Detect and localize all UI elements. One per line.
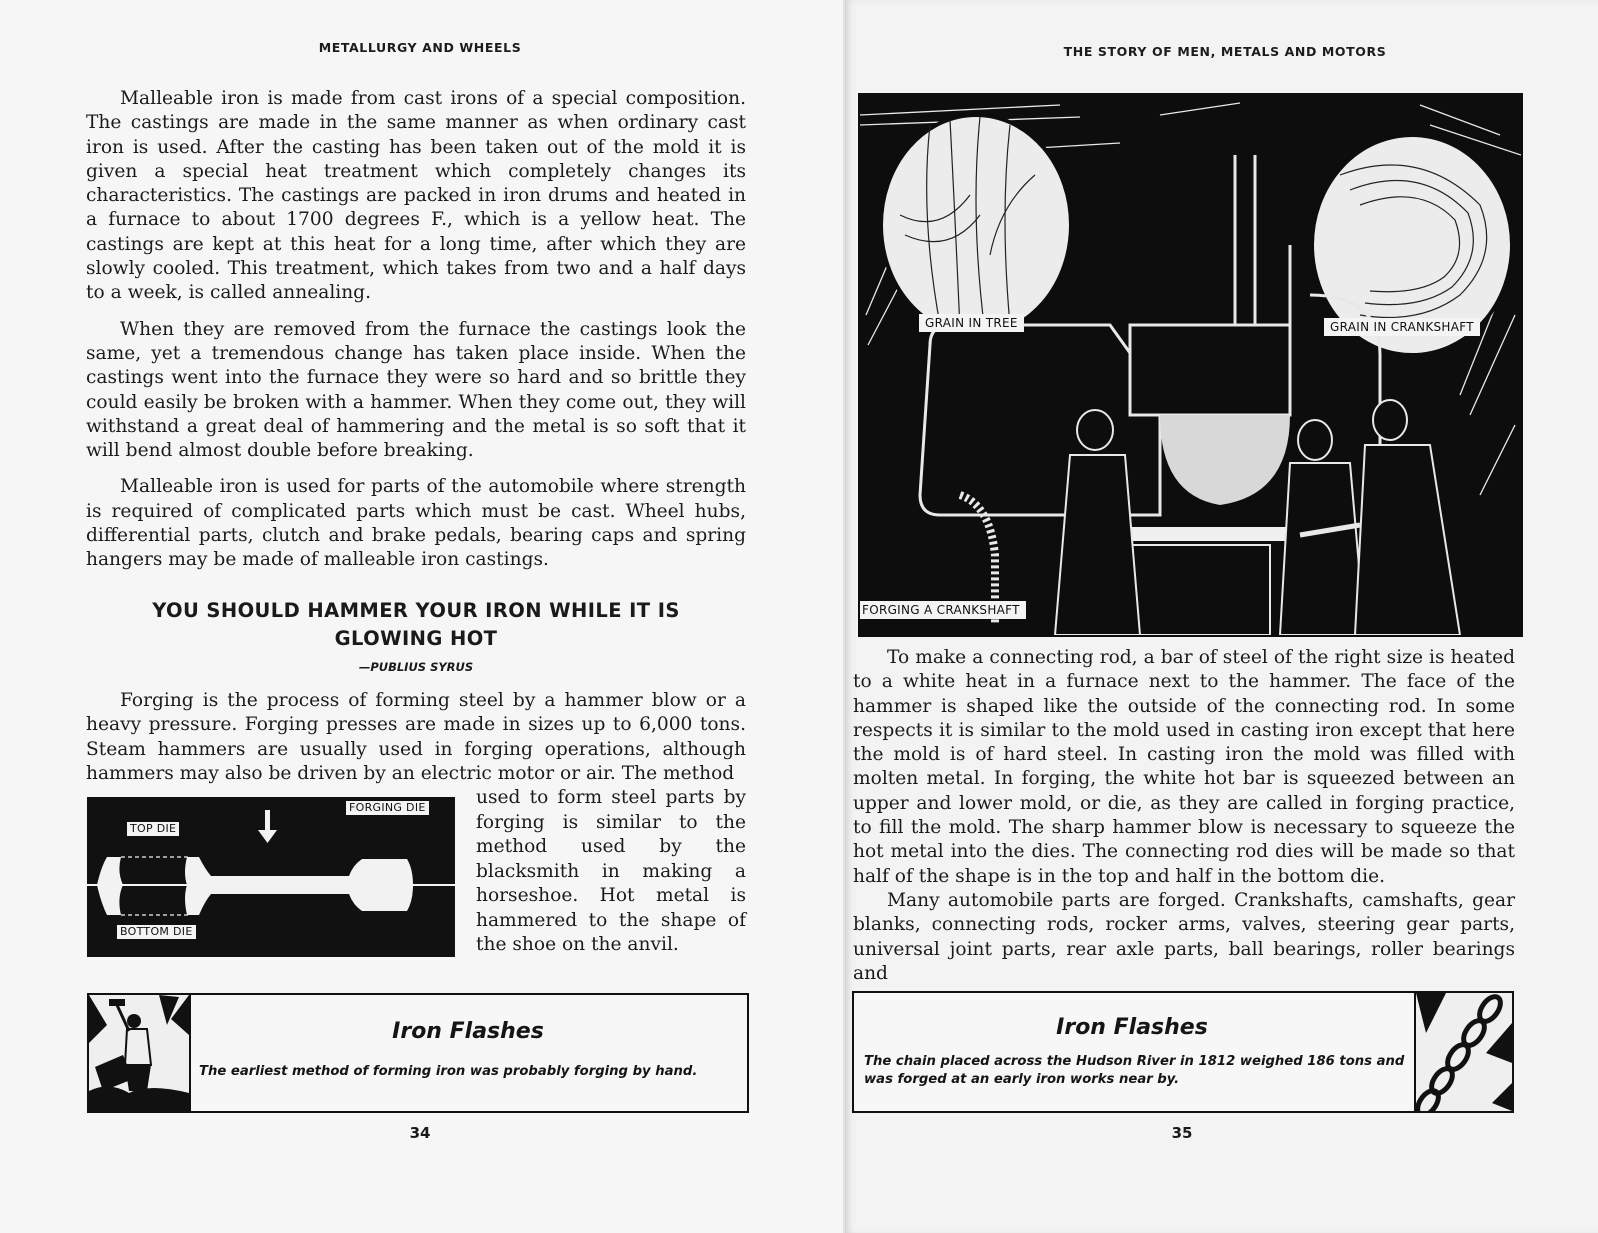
- label-top-die: TOP DIE: [127, 822, 179, 836]
- running-head-right: THE STORY OF MEN, METALS AND MOTORS: [1063, 44, 1387, 59]
- iron-flashes-box-right: [852, 991, 1514, 1113]
- body-text-forging: [86, 689, 746, 786]
- quote-attribution: —PUBLIUS SYRUS: [358, 660, 474, 674]
- page-number-right: 35: [1171, 1124, 1193, 1142]
- chain-icon: [1414, 993, 1512, 1111]
- paragraph-malleable-uses: Malleable iron is used for parts of the automobile where strength is required of complicated parts which must be cast. Wheel hubs, differential parts, clutch and brake pedals, bearing caps and spring hangers may be made of malleable iron castings.: [86, 476, 746, 571]
- iron-flashes-title-left: Iron Flashes: [392, 1019, 544, 1044]
- wrap-text-blacksmith: used to form steel parts by forging is similar to the method used by the blacksmith in making a horseshoe. Hot metal is hammered to the shape of the shoe on the anvil.: [476, 787, 746, 955]
- iron-flashes-title-right: Iron Flashes: [1056, 1015, 1208, 1040]
- running-head-left: METALLURGY AND WHEELS: [318, 40, 522, 55]
- forging-crankshaft-illustration: [858, 93, 1523, 637]
- label-bottom-die: BOTTOM DIE: [117, 925, 196, 939]
- iron-flashes-text-left: The earliest method of forming iron was probably forging by hand.: [199, 1064, 698, 1079]
- caption-forging-a-crankshaft: FORGING A CRANKSHAFT: [860, 601, 1026, 619]
- body-text-right: [853, 646, 1515, 986]
- paragraph-removed-from-furnace: When they are removed from the furnace the castings look the same, yet a tremendous change has taken place inside. When the castings went into the furnace they were so hard and so brittle they could easily be broken with a hammer. When they come out, they will withstand a great deal of hammering and the metal is so soft that it will bend almost double before breaking.: [86, 318, 746, 462]
- page-number-left: 34: [409, 1124, 431, 1142]
- paragraph-forging: Forging is the process of forming steel by a hammer blow or a heavy pressure. Forging presses are made in sizes up to 6,000 tons. Steam hammers are usually used in forging operations, although hammers may also be driven by an electric motor or air. The method: [86, 690, 746, 784]
- label-forging-die: FORGING DIE: [346, 801, 429, 815]
- forging-die-diagram: [87, 797, 455, 957]
- section-heading-line2: GLOWING HOT: [334, 627, 498, 650]
- iron-flashes-text-right: The chain placed across the Hudson River in 1812 weighed 186 tons and was forged at an early iron works near by.: [864, 1054, 1405, 1087]
- caption-grain-in-tree: GRAIN IN TREE: [919, 314, 1024, 332]
- caption-grain-in-crankshaft: GRAIN IN CRANKSHAFT: [1324, 318, 1480, 336]
- paragraph-connecting-rod: To make a connecting rod, a bar of steel of the right size is heated to a white heat in a furnace next to the hammer. The face of the hammer is shaped like the outside of the connecting rod. In some respects it is similar to the mold used in casting iron except that here the mold is of hard steel. In casting iron the mold was filled with molten metal. In forging, the white hot bar is squeezed between an upper and lower mold, or die, as they are called in forging practice, to fill the mold. The sharp hammer blow is necessary to squeeze the hot metal into the dies. The connecting rod dies will be made so that half of the shape is in the top and half in the bottom die.: [853, 647, 1515, 887]
- paragraph-annealing: Malleable iron is made from cast irons of a special composition. The castings are made in the same manner as when ordinary cast iron is used. After the casting has been taken out of the mold it is given a special heat treatment which completely changes its characteristics. The castings are packed in iron drums and heated in a furnace to about 1700 degrees F., which is a yellow heat. The castings are kept at this heat for a long time, after which they are slowly cooled. This treatment, which takes from two and a half days to a week, is called annealing.: [86, 88, 746, 304]
- body-text-left: [86, 87, 746, 585]
- blacksmith-hammering-icon: [89, 995, 191, 1111]
- paragraph-forged-parts: Many automobile parts are forged. Crankshafts, camshafts, gear blanks, connecting rods, rocker arms, valves, steering gear parts, universal joint parts, rear axle parts, ball bearings, roller bearings and: [853, 889, 1515, 984]
- forge-scene-icon: [860, 95, 1521, 635]
- iron-flashes-box-left: [87, 993, 749, 1113]
- section-heading-line1: YOU SHOULD HAMMER YOUR IRON WHILE IT IS: [152, 599, 680, 622]
